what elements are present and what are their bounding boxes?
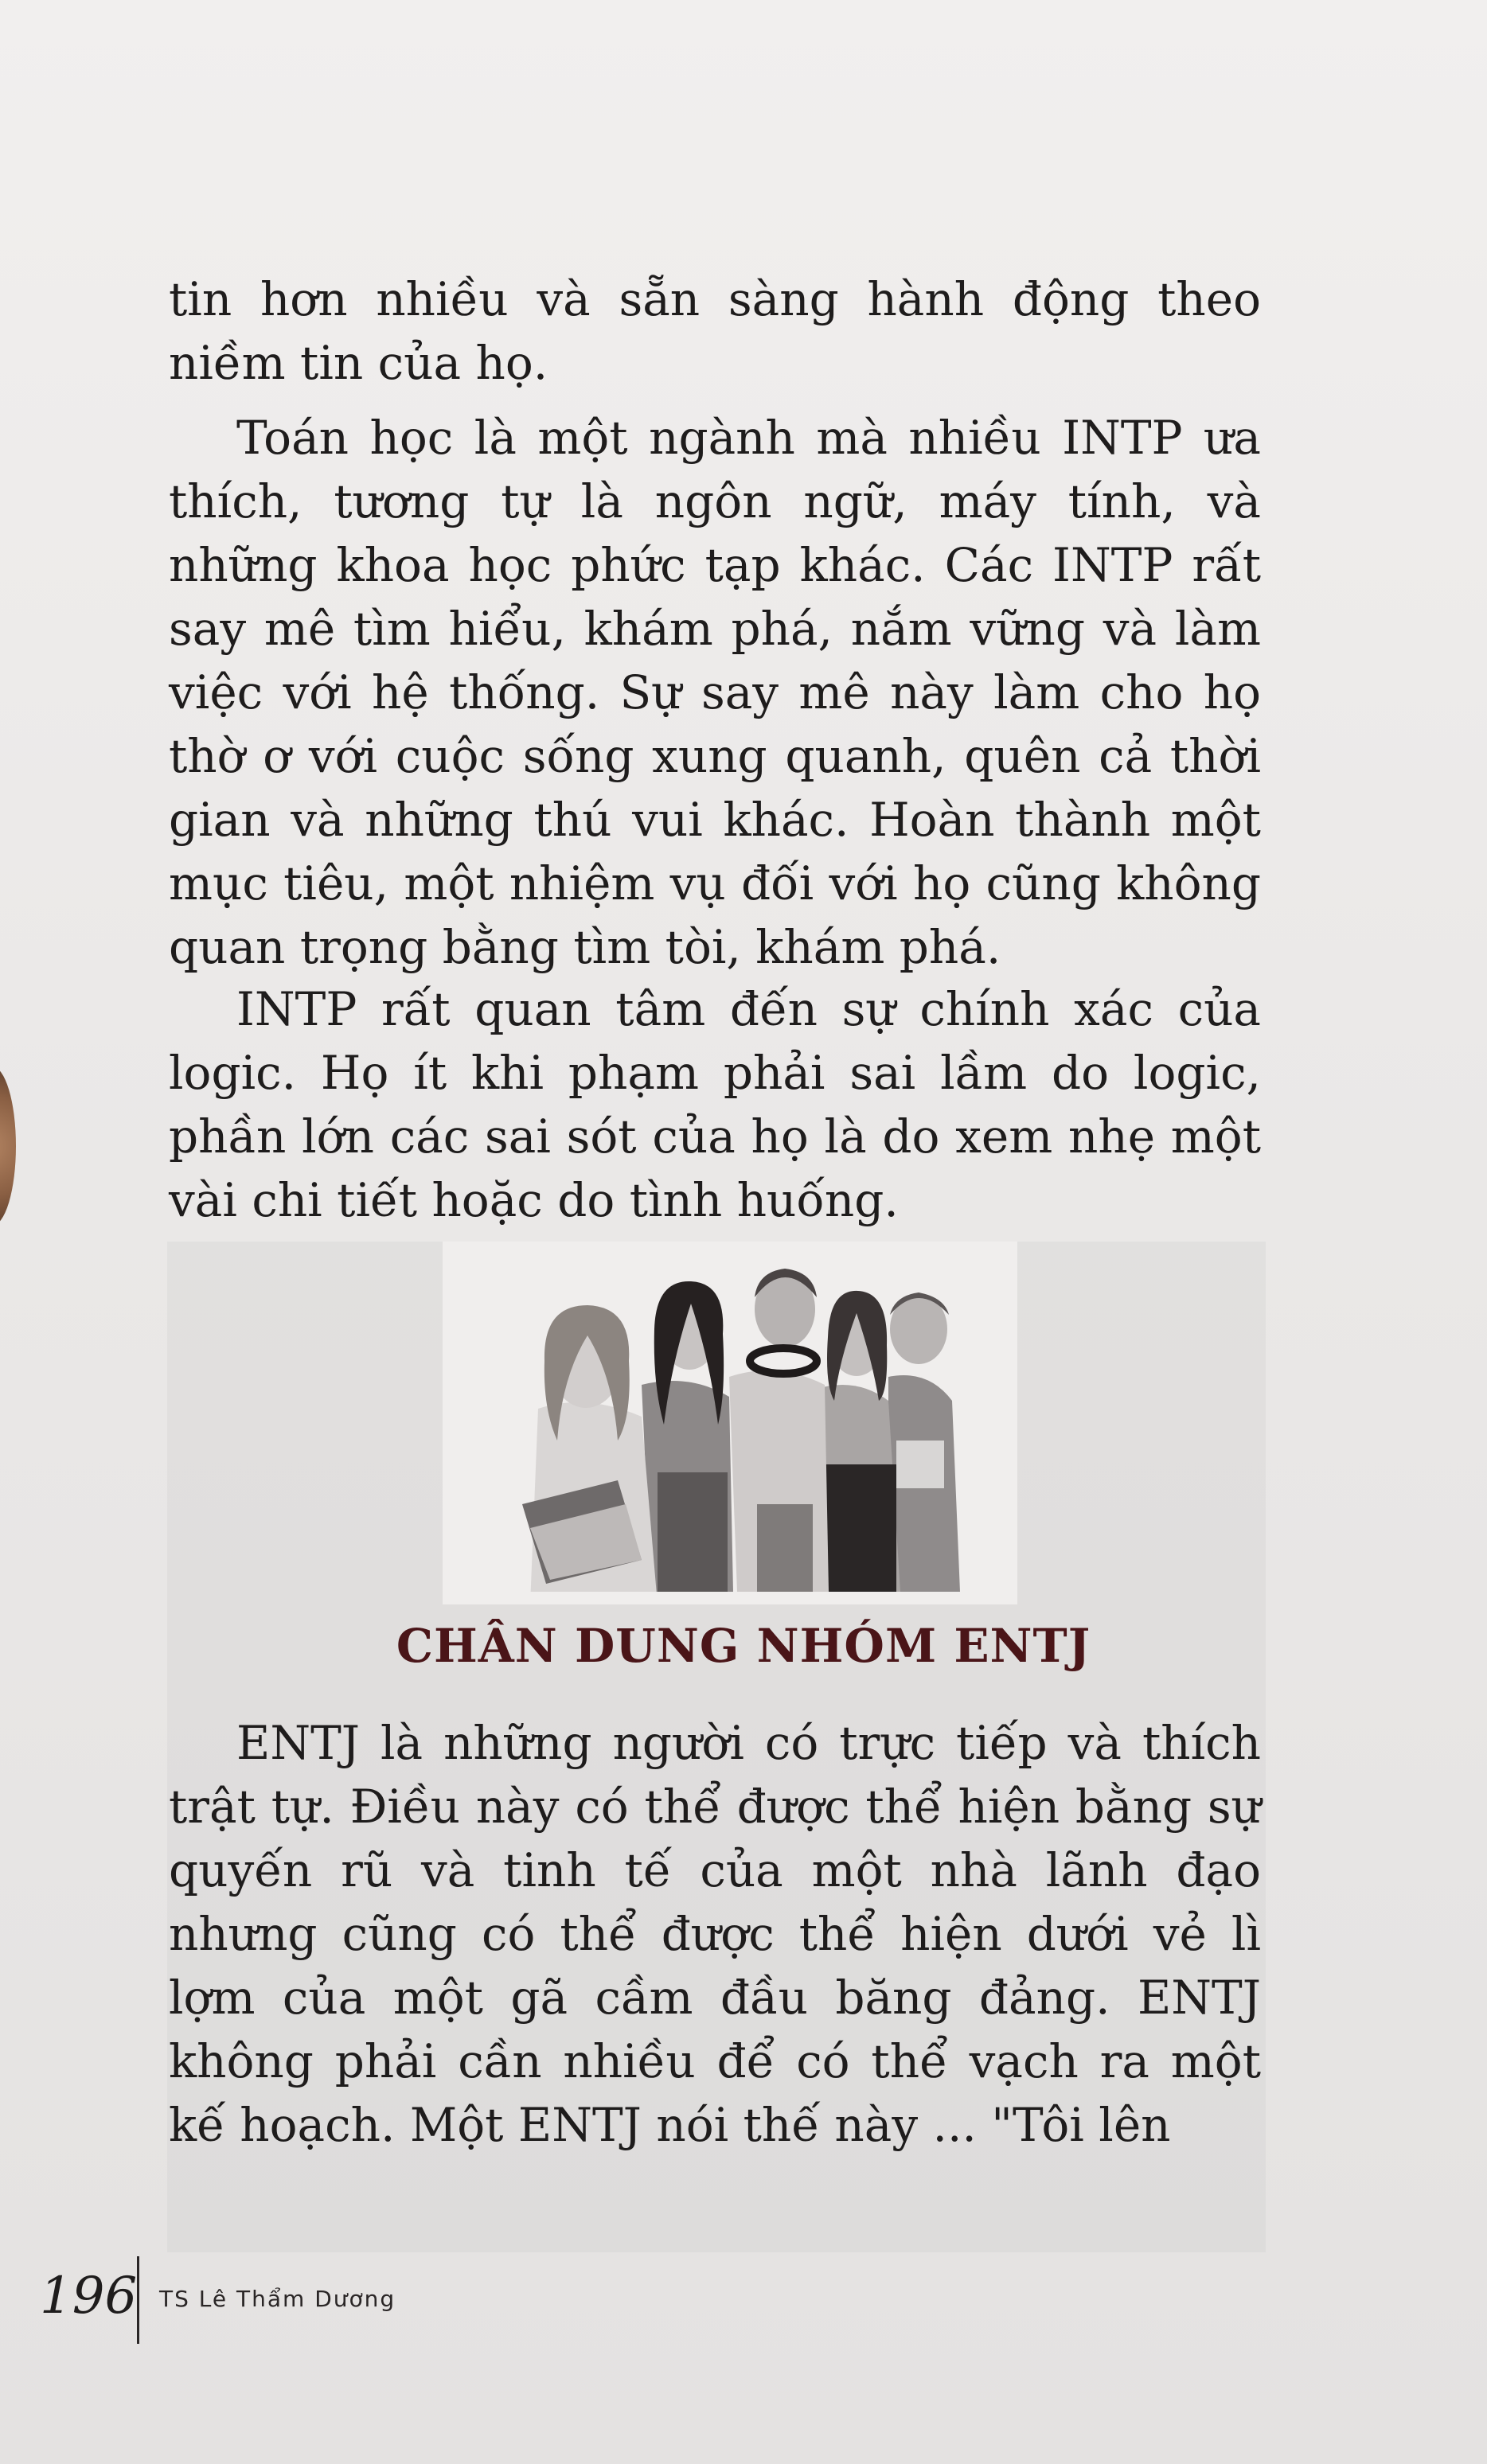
section-heading: CHÂN DUNG NHÓM ENTJ xyxy=(396,1619,1091,1673)
person-3 xyxy=(729,1269,829,1592)
footer-divider xyxy=(137,2256,139,2344)
paragraph-continued: tin hơn nhiều và sẵn sàng hành động theo niềm tin của họ. xyxy=(169,272,1261,390)
paragraph-entj: ENTJ là những người có trực tiếp và thích trật tự. Điều này có thể được thể hiện bằng sự quyến rũ và tinh tế của một nhà lãnh đạo nhưng cũng có thể được thể hiện dưới vẻ lì lợm của một gã cầm đầu băng đảng. ENTJ không phải cần nhiều để có thể vạch ra một kế hoạch. Một ENTJ nói thế này ... "Tôi lên xyxy=(169,1716,1261,2152)
paragraph-intp-math: Toán học là một ngành mà nhiều INTP ưa thích, tương tự là ngôn ngữ, máy tính, và những khoa học phức tạp khác. Các INTP rất say mê tìm hiểu, khám phá, nắm vững và làm việc với hệ thống. Sự say mê này làm cho họ thờ ơ với cuộc sống xung quanh, quên cả thời gian và những thú vui khác. Hoàn thành một mục tiêu, một nhiệm vụ đối với họ cũng không quan trọng bằng tìm tòi, khám phá. xyxy=(169,411,1261,974)
person-5 xyxy=(888,1292,960,1592)
group-photo xyxy=(443,1242,1017,1604)
page-number: 196 xyxy=(40,2267,138,2326)
person-2 xyxy=(642,1281,733,1592)
person-4 xyxy=(817,1291,900,1592)
running-footer-author: TS Lê Thẩm Dương xyxy=(159,2286,396,2312)
paragraph-intp-logic: INTP rất quan tâm đến sự chính xác của logic. Họ ít khi phạm phải sai lầm do logic, phần lớn các sai sót của họ là do xem nhẹ một vài chi tiết hoặc do tình huống. xyxy=(169,982,1261,1227)
reader-thumb xyxy=(0,1066,16,1226)
person-1 xyxy=(522,1305,658,1604)
